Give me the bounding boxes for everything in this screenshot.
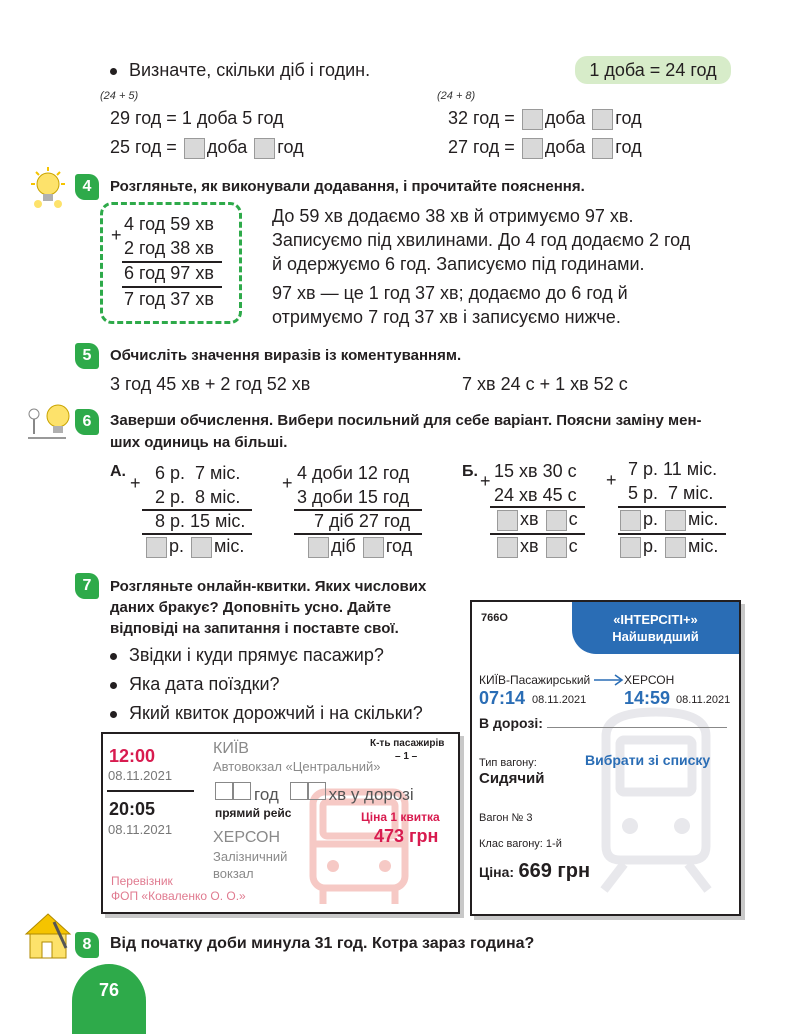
question-text: Звідки і куди прямує пасажир? bbox=[129, 645, 384, 665]
conversion-row-1-right bbox=[448, 108, 642, 130]
answer-box[interactable] bbox=[308, 782, 326, 800]
answer-box[interactable] bbox=[592, 109, 613, 130]
title-line: відповіді на запитання і поставте свої. bbox=[110, 620, 399, 637]
plus-sign: + bbox=[130, 473, 141, 493]
train-icon bbox=[580, 704, 732, 894]
unit: с bbox=[568, 536, 578, 556]
plus-sign: + bbox=[480, 471, 491, 491]
sum-line bbox=[490, 533, 585, 535]
train-dep-date: 08.11.2021 bbox=[532, 694, 587, 706]
wagon-number: Вагон № 3 bbox=[479, 812, 533, 824]
answer-box[interactable] bbox=[665, 537, 686, 558]
question-2 bbox=[110, 674, 280, 695]
answer-box[interactable] bbox=[522, 109, 543, 130]
unit-doba: доба bbox=[206, 137, 248, 157]
wagon-type: Сидячий bbox=[479, 770, 545, 787]
sum-line bbox=[142, 533, 252, 535]
arrow-right-icon bbox=[593, 674, 625, 686]
conversion-row-2-right bbox=[448, 137, 642, 159]
bus-arr-date: 08.11.2021 bbox=[108, 822, 173, 837]
price-value: 669 грн bbox=[518, 860, 591, 882]
answer-box[interactable] bbox=[290, 782, 308, 800]
bus-dep-time: 12:00 bbox=[109, 746, 156, 766]
station-line: Залізничний bbox=[213, 849, 288, 864]
bullet-dot bbox=[110, 68, 117, 75]
unit: год bbox=[254, 785, 279, 804]
bullet-dot bbox=[110, 711, 117, 718]
sum-line bbox=[122, 286, 222, 288]
expr-label: 32 год = bbox=[448, 108, 515, 128]
bus-price: 473 грн bbox=[374, 826, 439, 846]
bus-ticket bbox=[101, 732, 460, 914]
a1-line-2: 2 р. 8 міс. bbox=[155, 487, 241, 507]
task-7-title bbox=[110, 576, 426, 639]
station-line: вокзал bbox=[213, 866, 254, 881]
train-to: ХЕРСОН bbox=[624, 673, 675, 687]
bullet-item bbox=[110, 60, 370, 81]
unit-doba: доба bbox=[544, 108, 586, 128]
title-line: Розгляньте онлайн-квитки. Яких числових bbox=[110, 578, 427, 595]
divider bbox=[107, 790, 194, 792]
house-pencil-icon bbox=[24, 912, 72, 960]
answer-box[interactable] bbox=[546, 537, 567, 558]
b1-answer-1 bbox=[495, 509, 578, 531]
train-dep-time: 07:14 bbox=[479, 688, 526, 708]
train-arr-time: 14:59 bbox=[624, 688, 671, 708]
train-name: «ІНТЕРСІТІ+» bbox=[613, 612, 698, 627]
answer-box[interactable] bbox=[620, 510, 641, 531]
answer-line[interactable] bbox=[547, 727, 727, 728]
b2-answer-2 bbox=[618, 536, 718, 558]
answer-box[interactable] bbox=[620, 537, 641, 558]
column-line-1: 4 год 59 хв bbox=[124, 214, 214, 234]
wagon-type-label: Тип вагону: bbox=[479, 757, 537, 769]
variant-a-label: А. bbox=[110, 463, 126, 480]
unit-hod: год bbox=[277, 137, 304, 157]
bus-pax-label: К-ть пасажирів bbox=[370, 738, 445, 749]
bus-dep-date: 08.11.2021 bbox=[108, 768, 173, 783]
bus-direct: прямий рейс bbox=[215, 806, 292, 820]
bus-pax-value: – 1 – bbox=[395, 751, 418, 762]
train-number: 766О bbox=[481, 612, 508, 624]
sum-line bbox=[618, 533, 726, 535]
b1-line-2: 24 хв 45 с bbox=[494, 485, 577, 505]
sum-line bbox=[294, 533, 422, 535]
explanation-line: 97 хв — це 1 год 37 хв; додаємо до 6 год й bbox=[272, 283, 628, 303]
task-4-explanation bbox=[272, 204, 732, 329]
answer-box[interactable] bbox=[308, 537, 329, 558]
unit: міс. bbox=[688, 509, 719, 529]
a2-answer bbox=[306, 536, 412, 558]
explanation-line: Записуємо під хвилинами. До 4 год додаємо 2 год bbox=[272, 230, 691, 250]
unit: с bbox=[568, 509, 578, 529]
task-6-title-2: ших одиниць на більші. bbox=[110, 434, 288, 451]
b2-line-1: 7 р. 11 міс. bbox=[628, 459, 718, 479]
train-arr-date: 08.11.2021 bbox=[676, 694, 731, 706]
unit: р. bbox=[643, 536, 659, 556]
task-8-title: Від початку доби минула 31 год. Котра зараз година? bbox=[110, 935, 535, 952]
task-5-title: Обчисліть значення виразів із коментуванням. bbox=[110, 347, 462, 364]
unit: р. bbox=[169, 536, 185, 556]
plus-sign: + bbox=[282, 473, 293, 493]
answer-box[interactable] bbox=[522, 138, 543, 159]
train-from: КИЇВ-Пасажирський bbox=[479, 673, 591, 687]
task-7-badge: 7 bbox=[75, 573, 99, 599]
bullet-dot bbox=[110, 682, 117, 689]
answer-box[interactable] bbox=[497, 510, 518, 531]
unit: міс. bbox=[214, 536, 245, 556]
task-4-title: Розгляньте, як виконували додавання, і прочитайте пояснення. bbox=[110, 178, 585, 195]
a2-line-2: 3 доби 15 год bbox=[297, 487, 410, 507]
conversion-row-1-left: 29 год = 1 доба 5 год bbox=[110, 108, 284, 128]
answer-box[interactable] bbox=[592, 138, 613, 159]
question-text: Яка дата поїздки? bbox=[129, 674, 280, 694]
carrier-label: Перевізник bbox=[111, 874, 173, 888]
a1-answer bbox=[144, 536, 244, 558]
answer-box[interactable] bbox=[363, 537, 384, 558]
hint-left: (24 + 5) bbox=[100, 90, 139, 102]
unit: хв bbox=[520, 536, 539, 556]
price-label: Ціна: bbox=[479, 864, 515, 880]
task-6-title-1: Заверши обчислення. Вибери посильний для себе варіант. Поясни заміну мен- bbox=[110, 412, 702, 429]
expr-label: 25 год = bbox=[110, 137, 177, 157]
bullet-text: Визначте, скільки діб і годин. bbox=[129, 60, 371, 80]
lightbulb-icon bbox=[26, 166, 70, 210]
explanation-line: отримуємо 7 год 37 хв і записуємо нижче. bbox=[272, 307, 621, 327]
unit: год bbox=[385, 536, 413, 556]
bullet-dot bbox=[110, 653, 117, 660]
train-price bbox=[479, 860, 590, 883]
hint-badge bbox=[575, 56, 731, 84]
answer-box[interactable] bbox=[146, 537, 167, 558]
train-ticket bbox=[470, 600, 741, 916]
page-number: 76 bbox=[98, 980, 120, 1000]
title-line: даних бракує? Доповніть усно. Дайте bbox=[110, 599, 392, 616]
bus-arr-time: 20:05 bbox=[109, 799, 156, 819]
column-line-2: 2 год 38 хв bbox=[124, 238, 214, 258]
explanation-line: й одержуємо 6 год. Записуємо під годинами. bbox=[272, 254, 645, 274]
task-5-badge: 5 bbox=[75, 343, 99, 369]
task-5-expr-1: 3 год 45 хв + 2 год 52 хв bbox=[110, 374, 311, 394]
train-road-label: В дорозі: bbox=[479, 715, 543, 731]
unit: хв bbox=[520, 509, 539, 529]
bus-from-station: Автовокзал «Центральний» bbox=[213, 759, 381, 774]
column-line-4: 7 год 37 хв bbox=[124, 289, 214, 309]
bus-carrier bbox=[111, 874, 246, 904]
bus-duration bbox=[215, 782, 414, 805]
b2-line-2: 5 р. 7 міс. bbox=[628, 483, 714, 503]
question-3 bbox=[110, 703, 423, 724]
unit-hod: год bbox=[615, 137, 642, 157]
answer-box[interactable] bbox=[191, 537, 212, 558]
expr-label: 27 год = bbox=[448, 137, 515, 157]
lightbulb-kids-icon bbox=[22, 400, 72, 442]
answer-box[interactable] bbox=[497, 537, 518, 558]
answer-box[interactable] bbox=[215, 782, 233, 800]
unit: р. bbox=[643, 509, 659, 529]
answer-box[interactable] bbox=[665, 510, 686, 531]
unit-doba: доба bbox=[544, 137, 586, 157]
task-4-badge: 4 bbox=[75, 174, 99, 200]
question-1 bbox=[110, 645, 384, 666]
carrier-name: ФОП «Коваленко О. О.» bbox=[111, 889, 246, 903]
answer-box[interactable] bbox=[546, 510, 567, 531]
answer-box[interactable] bbox=[254, 138, 275, 159]
task-8-badge: 8 bbox=[75, 932, 99, 958]
task-5-expr-2: 7 хв 24 с + 1 хв 52 с bbox=[462, 374, 628, 394]
b2-answer-1 bbox=[618, 509, 718, 531]
unit: міс. bbox=[688, 536, 719, 556]
choose-from-list-link[interactable]: Вибрати зі списку bbox=[585, 752, 711, 768]
b1-line-1: 15 хв 30 с bbox=[494, 461, 577, 481]
unit-hod: год bbox=[615, 108, 642, 128]
a1-line-3: 8 р. 15 міс. bbox=[155, 511, 246, 531]
unit: діб bbox=[331, 536, 356, 556]
task-6-badge: 6 bbox=[75, 409, 99, 435]
column-line-3: 6 год 97 хв bbox=[124, 263, 214, 283]
question-text: Який квиток дорожчий і на скільки? bbox=[129, 703, 423, 723]
plus-sign: + bbox=[606, 470, 617, 490]
b1-answer-2 bbox=[495, 536, 578, 558]
bus-from-city: КИЇВ bbox=[213, 740, 249, 757]
answer-box[interactable] bbox=[233, 782, 251, 800]
sum-line bbox=[490, 506, 585, 508]
bus-price-label: Ціна 1 квитка bbox=[361, 810, 440, 824]
sum-line bbox=[618, 506, 726, 508]
plus-sign: + bbox=[111, 225, 122, 245]
conversion-row-2-left bbox=[110, 137, 304, 159]
variant-b-label: Б. bbox=[462, 463, 478, 480]
answer-box[interactable] bbox=[184, 138, 205, 159]
bus-to-city: ХЕРСОН bbox=[213, 829, 281, 846]
a1-line-1: 6 р. 7 міс. bbox=[155, 463, 241, 483]
hint-text: 1 доба = 24 год bbox=[589, 59, 717, 80]
unit: хв у дорозі bbox=[328, 785, 414, 804]
a2-line-1: 4 доби 12 год bbox=[297, 463, 410, 483]
train-type: Найшвидший bbox=[612, 629, 699, 644]
train-header bbox=[572, 602, 739, 654]
wagon-class: Клас вагону: 1-й bbox=[479, 838, 562, 850]
a2-line-3: 7 діб 27 год bbox=[314, 511, 411, 531]
explanation-line: До 59 хв додаємо 38 хв й отримуємо 97 хв. bbox=[272, 206, 634, 226]
hint-right: (24 + 8) bbox=[437, 90, 476, 102]
